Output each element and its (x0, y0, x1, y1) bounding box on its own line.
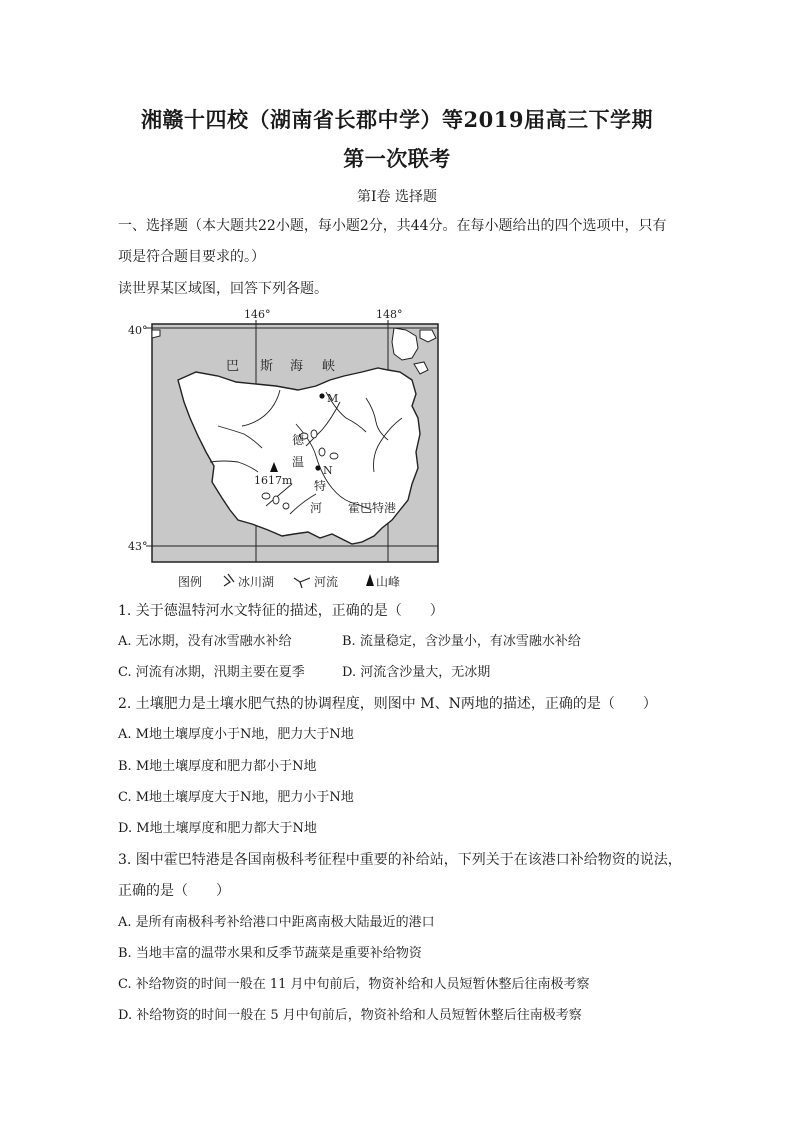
point-n-label: N (323, 464, 333, 477)
question-3-option-c: C. 补给物资的时间一般在 11 月中旬前后，物资补给和人员短暂休整后往南极考察 (118, 977, 590, 992)
question-3-option-d: D. 补给物资的时间一般在 5 月中旬前后，物资补给和人员短暂休整后往南极考察 (118, 1008, 582, 1023)
question-2-option-d: D. M地土壤厚度和肥力都大于N地 (118, 821, 317, 836)
question-3-stem-cont: 正确的是（ ） (118, 883, 230, 899)
section-instruction: 一、选择题（本大题共22小题，每小题2分，共44分。在每小题给出的四个选项中，只有 (118, 218, 667, 234)
question-1-option-c: C. 河流有冰期，汛期主要在夏季 (118, 665, 305, 680)
strait-char-2: 斯 (260, 359, 274, 374)
glacier-lake-icon (262, 493, 270, 499)
glacier-lake-icon (273, 496, 279, 504)
question-3-stem: 3. 图中霍巴特港是各国南极科考征程中重要的补给站，下列关于在该港口补给物资的说法， (118, 852, 682, 868)
reading-intro: 读世界某区域图，回答下列各题。 (118, 281, 328, 297)
region-map (126, 306, 444, 592)
lat-label-40: 40° (128, 324, 148, 337)
glacier-lake-icon (319, 448, 325, 456)
strait-char-3: 海 (290, 359, 304, 374)
question-3-option-b: B. 当地丰富的温带水果和反季节蔬菜是重要补给物资 (118, 946, 422, 961)
glacier-lake-icon (311, 430, 317, 438)
page-title-line2: 第一次联考 (343, 146, 451, 171)
legend-river-icon (294, 578, 310, 588)
river-label-char-3: 特 (314, 479, 327, 493)
river-label-char-1: 德 (292, 433, 305, 447)
question-1-options-row-1 (118, 632, 688, 652)
island-small-3 (152, 330, 160, 338)
question-2-option-b: B. M地土壤厚度和肥力都小于N地 (118, 759, 317, 774)
map-legend (178, 574, 400, 589)
question-2-stem: 2. 土壤肥力是土壤水肥气热的协调程度，则图中 M、N两地的描述，正确的是（ ） (118, 696, 657, 712)
section-subtitle: 第Ⅰ卷 选择题 (357, 189, 437, 205)
question-2-option-a: A. M地土壤厚度小于N地，肥力大于N地 (118, 727, 354, 742)
lon-label-146: 146° (244, 308, 271, 321)
question-1-options-row-2 (118, 663, 688, 683)
glacier-lake-icon (330, 453, 338, 459)
lon-label-148: 148° (376, 308, 403, 321)
section-instruction-cont: 项是符合题目要求的。） (118, 249, 265, 265)
point-m-label: M (327, 392, 339, 405)
question-1-option-b: B. 流量稳定，含沙量小，有冰雪融水补给 (342, 634, 581, 649)
lat-label-43: 43° (128, 540, 148, 553)
legend-river-label: 河流 (314, 575, 339, 589)
question-3-option-a: A. 是所有南极科考补给港口中距离南极大陆最近的港口 (118, 915, 435, 930)
legend-title: 图例 (178, 575, 203, 589)
strait-char-4: 峡 (322, 359, 336, 374)
question-2-option-c: C. M地土壤厚度大于N地，肥力小于N地 (118, 790, 354, 805)
glacier-lake-icon (283, 503, 289, 509)
point-n-marker (315, 465, 320, 470)
river-label-char-2: 温 (292, 455, 305, 469)
legend-lake-label: 冰川湖 (238, 575, 275, 589)
page-title: 湘赣十四校（湖南省长郡中学）等2019届高三下学期 (141, 107, 653, 132)
strait-char-1: 巴 (226, 359, 240, 374)
question-1-option-a: A. 无冰期，没有冰雪融水补给 (118, 634, 292, 649)
question-1-option-d: D. 河流含沙量大，无冰期 (342, 665, 491, 680)
question-1-stem: 1. 关于德温特河水文特征的描述，正确的是（ ） (118, 603, 444, 619)
legend-lake-icon (224, 574, 234, 586)
peak-label: 1617m (254, 474, 293, 487)
point-m-marker (319, 393, 324, 398)
port-label: 霍巴特港 (348, 501, 397, 515)
legend-peak-label: 山峰 (376, 575, 401, 589)
legend-peak-icon (366, 574, 374, 586)
river-label-char-4: 河 (310, 501, 323, 515)
